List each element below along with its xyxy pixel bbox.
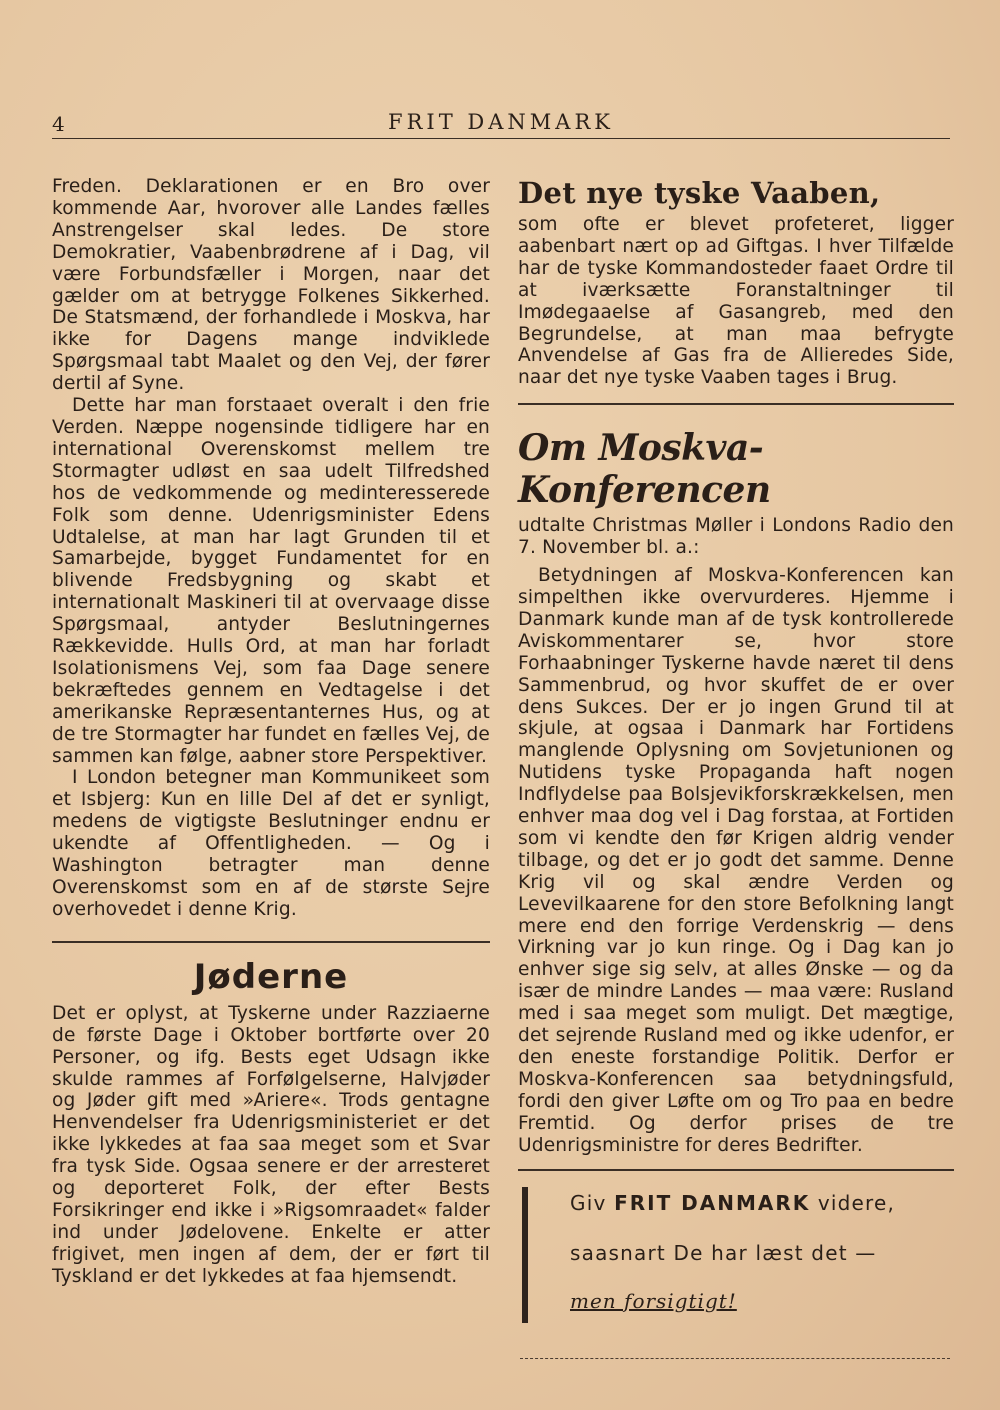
headline-moskva: Om Moskva-Konferencen	[518, 427, 771, 512]
promo-line-1	[570, 1191, 895, 1215]
joderne-article-text: Det er oplyst, at Tyskerne under Razziaerne de første Dage i Oktober bortførte over 20 Personer, og ifg. Bests eget Udsagn ikke skulde rammes af Forfølgelserne, Halvjøder og Jøder gift med »Ariere«. Trods gentagne Henvendelser fra Udenrigsministeriet er det ikke lykkedes at faa saa meget som et Svar fra tysk Side. Ogsaa senere er der arresteret og deporteret Folk, der efter Bests Forsikringer end ikke i »Rigsomraadet« falder ind under Jødelovene. Enkelte er atter frigivet, men ingen af dem, der er ført til Tyskland er det lykkedes at faa hjemsendt.	[52, 1002, 490, 1287]
promo-prefix: Giv	[570, 1190, 607, 1215]
moskva-article-text: Betydningen af Moskva-Konferencen kan simpelthen ikke overvurderes. Hjemme i Danmark kunde man af de tysk kontrollerede Aviskommentarer se, hvor store Forhaabninger Tyskerne havde næret til dens Sammenbrud, og hvor skuffet de er over dens Sukces. Der er jo ingen Grund til at skjule, at ogsaa i Danmark har Fortidens manglende Oplysning om Sovjetunionen og Nutidens tyske Propaganda haft nogen Indflydelse paa Bolsjevikforskrækkelsen, men enhver maa dog vel i Dag forstaa, at Fortiden som vi kendte den før Krigen aldrig vender tilbage, og det er jo godt det samme. Denne Krig vil og skal ændre Verden og Levevilkaarene for den store Befolkning langt mere end den forrige Verdenskrig — dens Virkning var jo kun ringe. Og i Dag kan jo enhver sige sig selv, at alles Ønske — og da især de mindre Landes — maa være: Rusland med i saa meget som muligt. Det mægtige, det sejrende Rusland med og ikke udenfor, er den eneste forstandige Politik. Derfor er Moskva-Konferencen saa betydningsfuld, fordi den giver Løfte om og Tro paa en bedre Fremtid. Og derfor prises de tre Udenrigsministre for deres Bedrifter.	[518, 565, 954, 1156]
promo-line-3: men forsigtigt!	[570, 1288, 737, 1313]
article-continuation-p3: I London betegner man Kommunikeet som et Isbjerg: Kun en lille Del af det er synligt, medens de vigtigste Beslutninger endnu er ukendte af Offentligheden. — Og i Washington betragter man denne Overenskomst som en af de største Sejre overhovedet i denne Krig.	[52, 767, 490, 920]
promo-box	[518, 1181, 954, 1331]
right-column	[518, 176, 954, 1331]
promo-bar	[522, 1187, 528, 1323]
promo-suffix: videre,	[817, 1190, 896, 1215]
section-divider	[52, 941, 490, 943]
promo-line-2: saasnart De har læst det —	[570, 1240, 877, 1265]
section-divider	[518, 1169, 954, 1171]
headline-vaaben: Det nye tyske Vaaben,	[518, 176, 881, 210]
header-divider	[52, 138, 950, 139]
masthead: FRIT DANMARK	[388, 110, 614, 134]
article-continuation-p1: Freden. Deklarationen er en Bro over kommende Aar, hvorover alle Landes fælles Anstrengelser skal ledes. De store Demokratier, Vaabenbrødrene af i Dag, vil være Forbundsfæller i Morgen, naar det gælder om at betrygge Folkenes Sikkerhed. De Statsmænd, der forhandlede i Moskva, har ikke for Dagens mange indviklede Spørgsmaal tabt Maalet og den Vej, der fører dertil af Syne.	[52, 176, 490, 395]
page-number: 4	[52, 112, 65, 136]
vaaben-article-text: som ofte er blevet profeteret, ligger aabenbart nært op ad Giftgas. I hver Tilfælde har de tyske Kommandosteder faaet Ordre til at iværksætte Foranstaltninger til Imødegaaelse af Gasangreb, med den Begrundelse, at man maa befrygte Anvendelse af Gas fra de Allieredes Side, naar det nye tyske Vaaben tages i Brug.	[518, 214, 954, 389]
page-header	[52, 108, 950, 140]
left-column	[52, 176, 490, 1288]
promo-brand: FRIT DANMARK	[614, 1190, 811, 1215]
headline-joderne: Jøderne	[193, 956, 349, 997]
moskva-intro: udtalte Christmas Møller i Londons Radio den 7. November bl. a.:	[518, 515, 954, 559]
section-divider	[518, 403, 954, 405]
article-continuation-p2: Dette har man forstaaet overalt i den frie Verden. Næppe nogensinde tidligere har en international Overenskomst mellem tre Stormagter udløst en saa udelt Tilfredshed hos de vedkommende og medinteresserede Folk som denne. Udenrigsminister Edens Udtalelse, at man har lagt Grunden til et Samarbejde, bygget Fundamentet for en blivende Fredsbygning og skabt et internationalt Maskineri til at overvaage disse Spørgsmaal, antyder Beslutningernes Rækkevidde. Hulls Ord, at man har forladt Isolationismens Vej, som faa Dage senere bekræftedes gennem en Vedtagelse i det amerikanske Repræsentanternes Hus, og at de tre Stormagter har fundet en fælles Vej, de sammen kan følge, aabner store Perspektiver.	[52, 395, 490, 767]
bottom-divider	[520, 1358, 950, 1359]
